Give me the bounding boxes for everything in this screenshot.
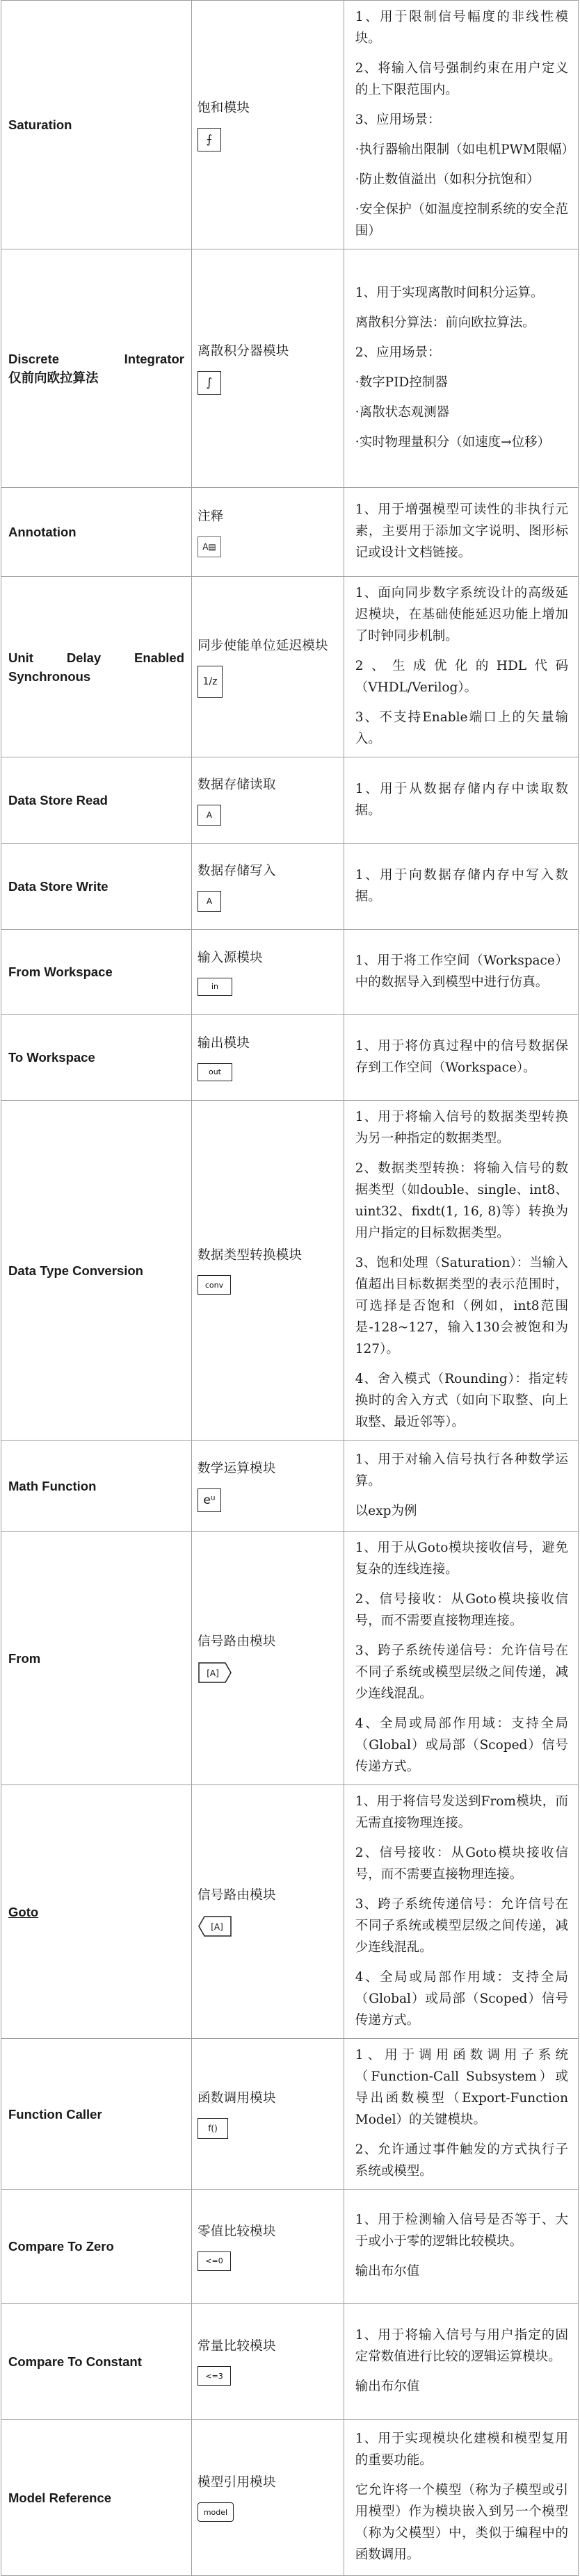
block-name — [1, 488, 192, 577]
desc-line: 3、跨子系统传递信号：允许信号在不同子系统或模型层级之间传递，减少连线混乱。 — [355, 1643, 568, 1701]
block-name-text: Goto — [8, 1904, 39, 1919]
block-name-text: Function Caller — [8, 2106, 102, 2122]
desc-line: 1、用于向数据存储内存中写入数据。 — [355, 867, 568, 904]
desc-line: 3、应用场景： — [355, 113, 441, 127]
desc-line: 1、用于调用函数调用子系统（Function-Call Subsystem）或导出函数模型（Export-Function Model）的关键模块。 — [355, 2048, 568, 2127]
block-name — [1, 2190, 192, 2304]
table-row — [1, 488, 579, 577]
saturation-icon: ⨍ — [198, 128, 221, 151]
data-store-read-icon: A — [198, 805, 221, 826]
block-name-word: Discrete — [8, 352, 60, 366]
table-row — [1, 844, 579, 930]
data-type-conversion-icon: conv — [198, 1275, 231, 1295]
table-row — [1, 1, 579, 249]
block-desc — [344, 1441, 578, 1532]
desc-line: 离散积分算法：前向欧拉算法。 — [355, 315, 535, 330]
tag-label: [A] — [211, 1922, 223, 1932]
block-name-text: Math Function — [8, 1478, 97, 1493]
block-cn-label: 数学运算模块 — [197, 1461, 276, 1476]
block-cn-cell — [191, 1532, 344, 1785]
block-name — [1, 577, 192, 757]
block-cn-cell — [191, 1785, 344, 2039]
table-row — [1, 1101, 579, 1441]
desc-line: 1、用于将工作空间（Workspace）中的数据导入到模型中进行仿真。 — [355, 953, 568, 990]
table-row — [1, 2420, 579, 2576]
block-name-text: Data Store Read — [8, 793, 108, 807]
table-row — [1, 249, 579, 488]
desc-line: 1、用于从Goto模块接收信号，避免复杂的连线连接。 — [355, 1541, 568, 1577]
block-name-text: Annotation — [8, 525, 76, 539]
block-name-text: Data Type Conversion — [8, 1263, 143, 1278]
block-cn-label: 注释 — [197, 509, 224, 524]
block-name — [1, 1, 192, 249]
block-name-text: Model Reference — [8, 2490, 112, 2505]
block-desc — [344, 1015, 578, 1101]
table-row — [1, 1532, 579, 1785]
block-name-text: Data Store Write — [8, 879, 108, 894]
desc-line: 它允许将一个模型（称为子模型或引用模型）作为模块嵌入到另一个模型（称为父模型）中，类似于编程中的函数调用。 — [355, 2483, 568, 2562]
table-row — [1, 577, 579, 757]
desc-line: 1、用于将输入信号的数据类型转换为另一种指定的数据类型。 — [355, 1110, 568, 1146]
table-row — [1, 2039, 579, 2190]
desc-line: 2、生成优化的HDL代码（VHDL/Verilog）。 — [355, 659, 568, 695]
desc-line: ·数字PID控制器 — [355, 375, 448, 390]
block-cn-cell — [191, 844, 344, 930]
block-desc — [344, 930, 578, 1015]
block-cn-cell — [191, 577, 344, 757]
block-name — [1, 2304, 192, 2420]
block-desc — [344, 249, 578, 488]
block-cn-label: 同步使能单位延迟模块 — [197, 638, 328, 653]
desc-line: 1、用于从数据存储内存中读取数据。 — [355, 781, 568, 818]
simulink-block-table — [1, 0, 579, 2576]
block-name-text: From — [8, 1650, 41, 1666]
unit-delay-icon: 1/z — [198, 666, 223, 698]
block-desc — [344, 577, 578, 757]
table-row — [1, 930, 579, 1015]
tag-label: [A] — [207, 1668, 219, 1678]
block-cn-cell — [191, 757, 344, 844]
block-name-text: From Workspace — [8, 965, 113, 979]
from-tag-icon — [198, 1662, 232, 1684]
table-row — [1, 757, 579, 844]
block-desc — [344, 757, 578, 844]
block-desc — [344, 844, 578, 930]
desc-line: ·实时物理量积分（如速度→位移） — [355, 435, 551, 450]
desc-line: ·执行器输出限制（如电机PWM限幅） — [355, 142, 575, 157]
from-workspace-icon: in — [198, 978, 232, 996]
desc-line: 1、用于实现离散时间积分运算。 — [355, 286, 544, 300]
block-name-text: Compare To Constant — [8, 2354, 142, 2369]
block-name — [1, 1785, 192, 2039]
table-row — [1, 1015, 579, 1101]
block-cn-label: 信号路由模块 — [197, 1634, 276, 1649]
desc-line: ·防止数值溢出（如积分抗饱和） — [355, 172, 540, 187]
block-name-line: Synchronous — [8, 668, 91, 684]
desc-line: 1、用于将输入信号与用户指定的固定常数值进行比较的逻辑运算模块。 — [355, 2327, 568, 2364]
desc-line: 2、将输入信号强制约束在用户定义的上下限范围内。 — [355, 61, 568, 97]
integrator-icon: ∫ — [198, 371, 221, 395]
block-cn-label: 数据存储读取 — [197, 777, 276, 792]
block-cn-label: 输入源模块 — [197, 950, 263, 965]
block-name — [1, 1532, 192, 1785]
block-cn-cell — [191, 2039, 344, 2190]
block-cn-label: 饱和模块 — [197, 100, 250, 115]
block-name-word: Integrator — [124, 352, 184, 366]
annotation-icon: A▤ — [198, 536, 221, 557]
desc-line: 1、用于将仿真过程中的信号数据保存到工作空间（Workspace）。 — [355, 1038, 568, 1075]
block-name-line — [8, 648, 184, 667]
block-name — [1, 1015, 192, 1101]
block-desc — [344, 2304, 578, 2420]
block-name — [1, 249, 192, 488]
table-row — [1, 1785, 579, 2039]
block-name-text: Compare To Zero — [8, 2239, 114, 2254]
block-name-text: To Workspace — [8, 1050, 95, 1065]
desc-line: 4、全局或局部作用域：支持全局（Global）或局部（Scoped）信号传递方式。 — [355, 1716, 568, 1774]
desc-line: 3、不支持Enable端口上的矢量输入。 — [355, 710, 568, 746]
compare-to-zero-icon: <=0 — [198, 2251, 231, 2271]
block-cn-label: 数据存储写入 — [197, 863, 276, 878]
block-cn-cell — [191, 2420, 344, 2576]
block-name — [1, 930, 192, 1015]
block-cn-label: 信号路由模块 — [197, 1888, 276, 1903]
desc-line: 2、允许通过事件触发的方式执行子系统或模型。 — [355, 2142, 568, 2179]
desc-line: 2、信号接收：从Goto模块接收信号，而不需要直接物理连接。 — [355, 1846, 568, 1882]
desc-line: 2、数据类型转换：将输入信号的数据类型（如double、single、int8、uint32、fixdt(1, 16, 8)等）转换为用户指定的目标数据类型。 — [355, 1161, 568, 1240]
desc-line: 2、信号接收：从Goto模块接收信号，而不需要直接物理连接。 — [355, 1592, 568, 1628]
block-desc — [344, 1101, 578, 1441]
block-cn-cell — [191, 1015, 344, 1101]
block-desc — [344, 1, 578, 249]
function-caller-icon: f() — [198, 2118, 228, 2139]
block-cn-label: 常量比较模块 — [197, 2339, 276, 2354]
desc-line: 3、饱和处理（Saturation）：当输入值超出目标数据类型的表示范围时，可选择是否饱和（例如，int8范围是-128~127，输入130会被饱和为127）。 — [355, 1256, 568, 1356]
block-cn-cell — [191, 1, 344, 249]
desc-line: 4、全局或局部作用域：支持全局（Global）或局部（Scoped）信号传递方式。 — [355, 1970, 568, 2028]
block-name — [1, 2039, 192, 2190]
block-cn-cell — [191, 2304, 344, 2420]
model-reference-icon: model — [198, 2502, 234, 2522]
block-cn-cell — [191, 2190, 344, 2304]
desc-line: 1、用于检测输入信号是否等于、大于或小于零的逻辑比较模块。 — [355, 2213, 568, 2249]
block-desc — [344, 2420, 578, 2576]
block-desc — [344, 1532, 578, 1785]
data-store-write-icon: A — [198, 891, 221, 912]
block-name — [1, 1101, 192, 1441]
desc-line: 1、用于对输入信号执行各种数学运算。 — [355, 1452, 568, 1488]
table-row — [1, 1441, 579, 1532]
desc-line: 2、应用场景： — [355, 345, 441, 360]
block-desc — [344, 2190, 578, 2304]
block-desc — [344, 1785, 578, 2039]
block-cn-label: 模型引用模块 — [197, 2475, 276, 2490]
block-cn-cell — [191, 1101, 344, 1441]
block-desc — [344, 488, 578, 577]
block-name — [1, 1441, 192, 1532]
desc-line: 以exp为例 — [355, 1503, 417, 1518]
block-cn-cell — [191, 488, 344, 577]
block-name — [1, 2420, 192, 2576]
block-cn-label: 输出模块 — [197, 1035, 250, 1051]
block-cn-label: 离散积分器模块 — [197, 344, 289, 359]
desc-line: 输出布尔值 — [355, 2264, 420, 2279]
block-name-text: Saturation — [8, 117, 72, 132]
block-desc — [344, 2039, 578, 2190]
block-cn-cell — [191, 1441, 344, 1532]
block-cn-label: 零值比较模块 — [197, 2224, 276, 2239]
compare-to-constant-icon: <=3 — [198, 2366, 231, 2386]
block-name — [1, 844, 192, 930]
desc-line: 1、用于限制信号幅度的非线性模块。 — [355, 10, 568, 46]
desc-line: ·安全保护（如温度控制系统的安全范围） — [355, 202, 568, 238]
desc-line: 1、用于增强模型可读性的非执行元素，主要用于添加文字说明、图形标记或设计文档链接。 — [355, 502, 568, 560]
desc-line: 输出布尔值 — [355, 2379, 420, 2394]
block-cn-label: 函数调用模块 — [197, 2091, 276, 2106]
block-name-word: Unit — [8, 650, 33, 665]
table-row — [1, 2190, 579, 2304]
block-name-word: Enabled — [134, 650, 184, 665]
desc-line: 1、用于将信号发送到From模块，而无需直接物理连接。 — [355, 1794, 568, 1830]
block-cn-cell — [191, 249, 344, 488]
block-cn-cell — [191, 930, 344, 1015]
goto-tag-icon — [198, 1915, 232, 1937]
desc-line: 1、用于实现模块化建模和模型复用的重要功能。 — [355, 2431, 568, 2468]
desc-line: 4、舍入模式（Rounding）：指定转换时的舍入方式（如向下取整、向上取整、最近邻等）。 — [355, 1372, 568, 1429]
block-name-line: 仅前向欧拉算法 — [8, 370, 99, 385]
block-name-word: Delay — [66, 650, 102, 665]
block-name-line — [8, 350, 184, 368]
desc-line: 3、跨子系统传递信号：允许信号在不同子系统或模型层级之间传递，减少连线混乱。 — [355, 1897, 568, 1955]
desc-line: ·离散状态观测器 — [355, 405, 450, 420]
table-row — [1, 2304, 579, 2420]
desc-line: 1、面向同步数字系统设计的高级延迟模块，在基础使能延迟功能上增加了时钟同步机制。 — [355, 586, 568, 643]
to-workspace-icon: out — [198, 1063, 232, 1081]
block-cn-label: 数据类型转换模块 — [197, 1248, 303, 1263]
block-name — [1, 757, 192, 844]
math-function-icon: eᵘ — [198, 1488, 221, 1512]
